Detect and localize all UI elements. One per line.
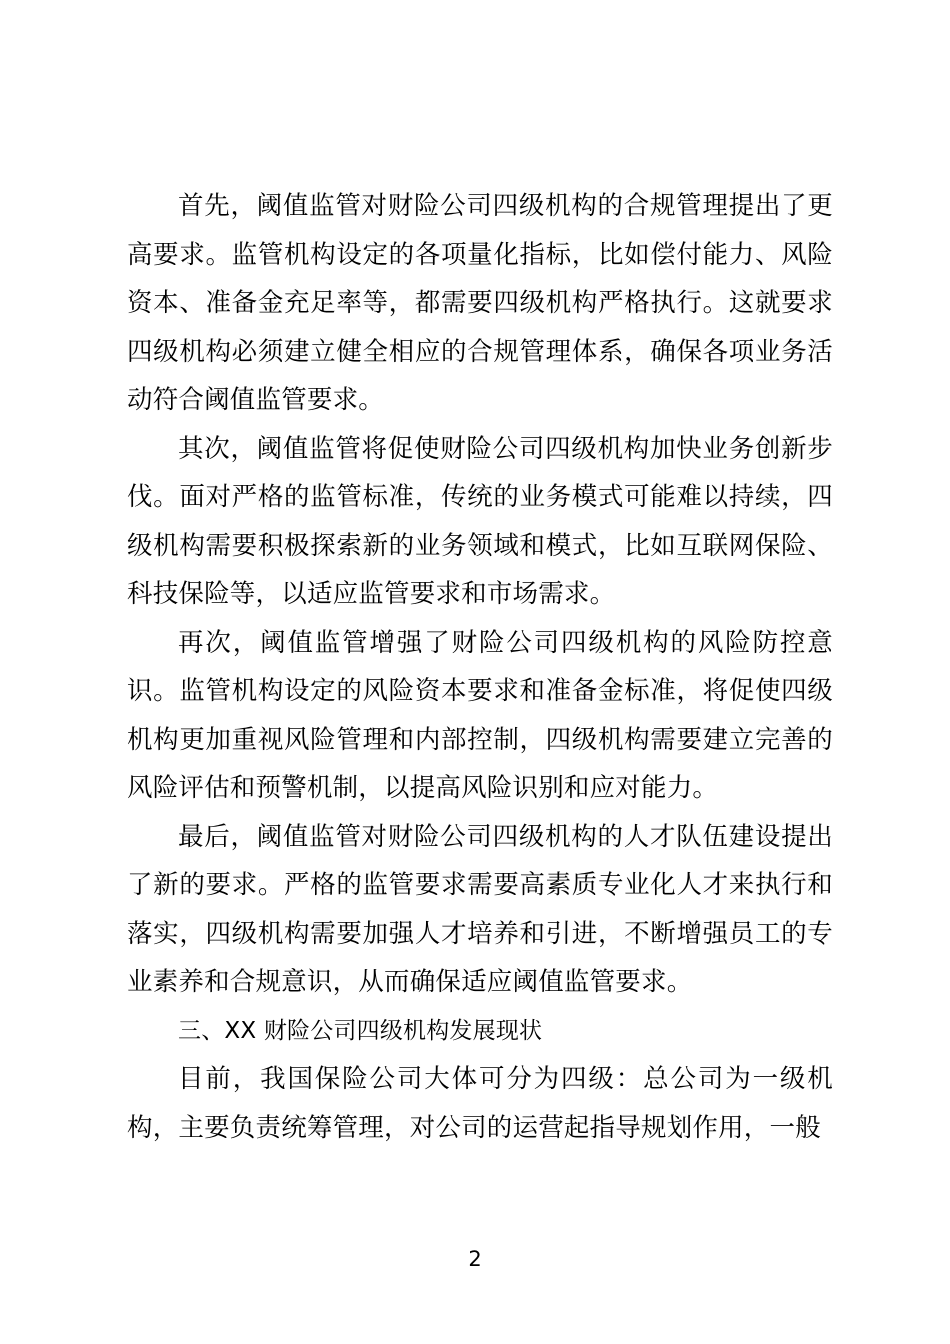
paragraph-compliance: 首先，阈值监管对财险公司四级机构的合规管理提出了更高要求。监管机构设定的各项量化指标，比如偿付能力、风险资本、准备金充足率等，都需要四级机构严格执行。这就要求四级机构必须建立健全相应的合规管理体系，确保各项业务活动符合阈值监管要求。 [127, 191, 833, 415]
section-heading: 三、XX 财险公司四级机构发展现状 [178, 1017, 543, 1044]
paragraph-risk-control: 再次，阈值监管增强了财险公司四级机构的风险防控意识。监管机构设定的风险资本要求和准备金标准，将促使四级机构更加重视风险管理和内部控制，四级机构需要建立完善的风险评估和预警机制，以提高风险识别和应对能力。 [127, 627, 833, 803]
paragraph-current-status: 目前，我国保险公司大体可分为四级：总公司为一级机构，主要负责统筹管理，对公司的运营起指导规划作用，一般 [127, 1064, 833, 1143]
document-body [127, 182, 833, 1152]
page-number: 2 [468, 1247, 482, 1271]
paragraph-talent: 最后，阈值监管对财险公司四级机构的人才队伍建设提出了新的要求。严格的监管要求需要高素质专业化人才来执行和落实，四级机构需要加强人才培养和引进，不断增强员工的专业素养和合规意识，从而确保适应阈值监管要求。 [127, 821, 833, 997]
paragraph-innovation: 其次，阈值监管将促使财险公司四级机构加快业务创新步伐。面对严格的监管标准，传统的业务模式可能难以持续，四级机构需要积极探索新的业务领域和模式，比如互联网保险、科技保险等，以适应监管要求和市场需求。 [127, 433, 833, 609]
